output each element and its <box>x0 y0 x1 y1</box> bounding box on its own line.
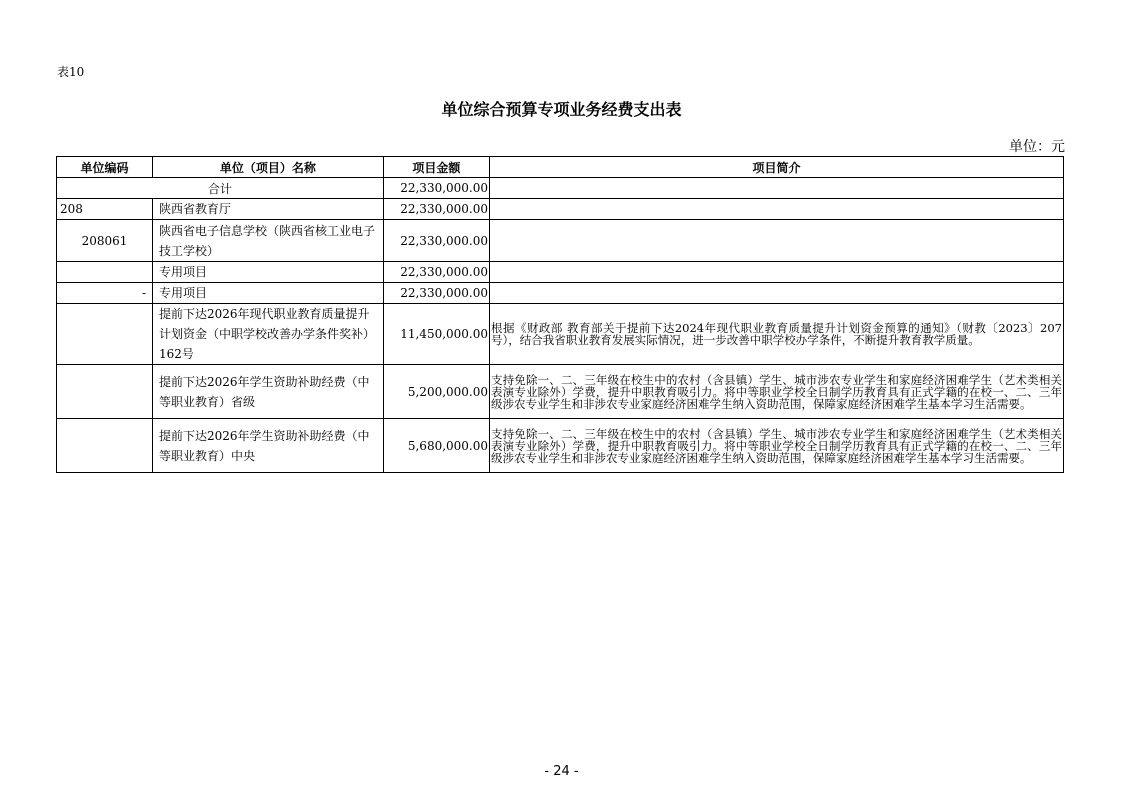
row-code: 208061 <box>57 220 153 262</box>
header-description: 项目简介 <box>490 157 1064 178</box>
row-description <box>490 262 1064 283</box>
page-number: - 24 - <box>544 764 579 779</box>
total-amount: 22,330,000.00 <box>383 178 489 199</box>
row-amount: 5,200,000.00 <box>383 365 489 419</box>
table-header-row <box>57 157 1064 178</box>
total-row <box>57 178 1064 199</box>
row-amount: 22,330,000.00 <box>383 199 489 220</box>
total-description <box>490 178 1064 199</box>
row-code <box>57 262 153 283</box>
row-description <box>490 199 1064 220</box>
row-name: 提前下达2026年学生资助补助经费（中等职业教育）省级 <box>153 365 384 419</box>
row-name: 陕西省电子信息学校（陕西省核工业电子技工学校） <box>153 220 384 262</box>
row-name: 专用项目 <box>153 262 384 283</box>
row-code <box>57 304 153 365</box>
row-description: 支持免除一、二、三年级在校生中的农村（含县镇）学生、城市涉农专业学生和家庭经济困难学生（艺术类相关表演专业除外）学费，提升中职教育吸引力。将中等职业学校全日制学历教育具有正式学籍的在校一、二、三年级涉农专业学生和非涉农专业家庭经济困难学生纳入资助范围，保障家庭经济困难学生基本学习生活需要。 <box>490 419 1064 473</box>
row-name: 提前下达2026年现代职业教育质量提升计划资金（中职学校改善办学条件奖补）162号 <box>153 304 384 365</box>
unit-label: 单位：元 <box>1009 139 1065 155</box>
row-description <box>490 220 1064 262</box>
header-amount: 项目金额 <box>383 157 489 178</box>
table-row <box>57 199 1064 220</box>
row-amount: 22,330,000.00 <box>383 262 489 283</box>
total-label: 合计 <box>57 178 384 199</box>
row-name: 专用项目 <box>153 283 384 304</box>
row-amount: 22,330,000.00 <box>383 283 489 304</box>
page-title: 单位综合预算专项业务经费支出表 <box>441 100 682 119</box>
header-unit-name: 单位（项目）名称 <box>153 157 384 178</box>
row-amount: 22,330,000.00 <box>383 220 489 262</box>
table-row <box>57 262 1064 283</box>
row-code <box>57 365 153 419</box>
expense-table <box>56 156 1064 473</box>
table-row <box>57 220 1064 262</box>
table-row <box>57 365 1064 419</box>
row-description <box>490 283 1064 304</box>
header-unit-code: 单位编码 <box>57 157 153 178</box>
row-description: 支持免除一、二、三年级在校生中的农村（含县镇）学生、城市涉农专业学生和家庭经济困难学生（艺术类相关表演专业除外）学费，提升中职教育吸引力。将中等职业学校全日制学历教育具有正式学籍的在校一、二、三年级涉农专业学生和非涉农专业家庭经济困难学生纳入资助范围，保障家庭经济困难学生基本学习生活需要。 <box>490 365 1064 419</box>
table-row <box>57 304 1064 365</box>
row-name: 提前下达2026年学生资助补助经费（中等职业教育）中央 <box>153 419 384 473</box>
row-description: 根据《财政部 教育部关于提前下达2024年现代职业教育质量提升计划资金预算的通知》（财教〔2023〕207号），结合我省职业教育发展实际情况，进一步改善中职学校办学条件，不断提升教育教学质量。 <box>490 304 1064 365</box>
table-row <box>57 283 1064 304</box>
row-amount: 11,450,000.00 <box>383 304 489 365</box>
row-name: 陕西省教育厅 <box>153 199 384 220</box>
row-code: - <box>57 283 153 304</box>
table-row <box>57 419 1064 473</box>
row-amount: 5,680,000.00 <box>383 419 489 473</box>
table-number: 表10 <box>57 65 85 79</box>
row-code <box>57 419 153 473</box>
row-code: 208 <box>57 199 153 220</box>
